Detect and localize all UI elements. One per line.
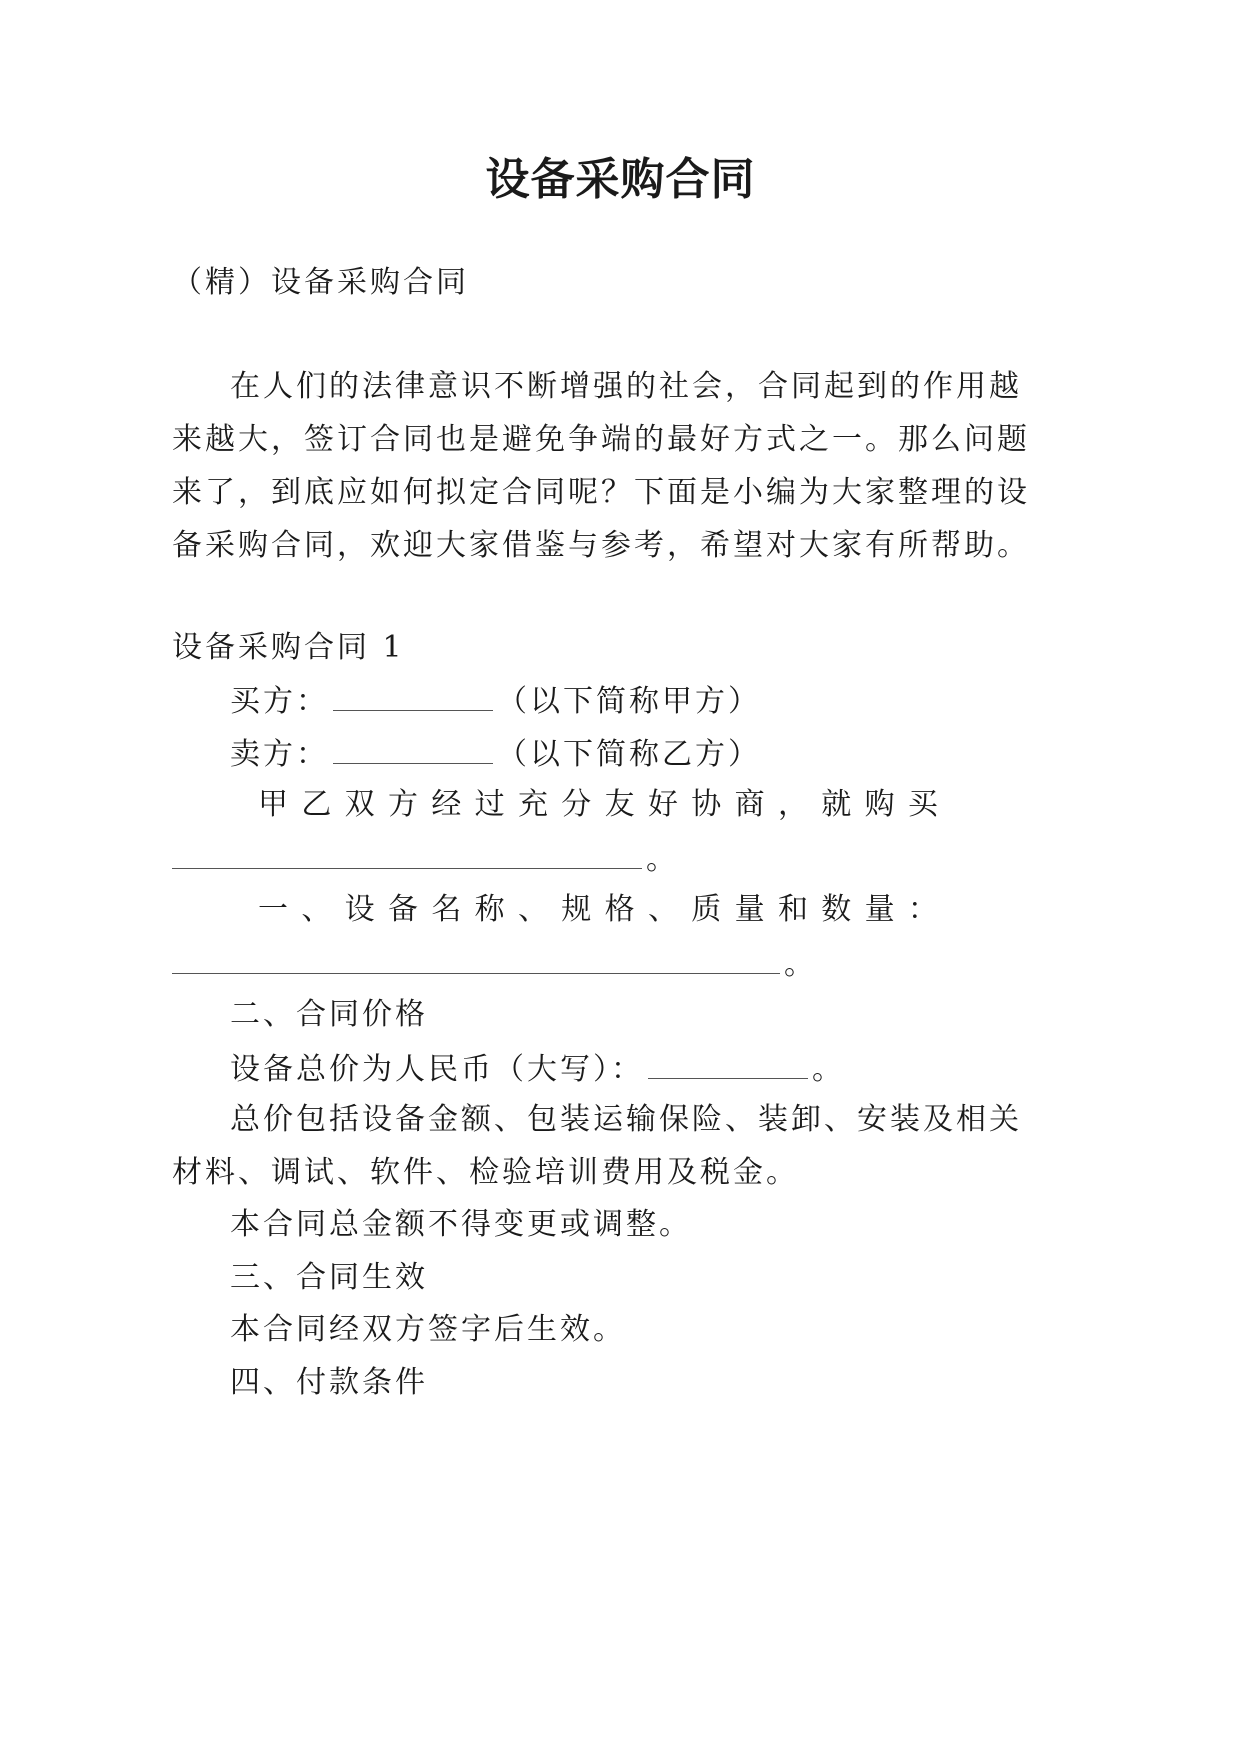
price-detail-line-1: 总价包括设备金额、包装运输保险、装卸、安装及相关 (230, 1102, 1022, 1137)
section1-end: 。 (784, 947, 817, 982)
consult-char: 过 (474, 787, 505, 822)
contract-heading: 设备采购合同 1 (172, 630, 405, 665)
intro-line-1: 在人们的法律意识不断增强的社会，合同起到的作用越 (230, 369, 1022, 404)
section1-char: 一 (258, 892, 288, 927)
section1-char: 数 (821, 892, 852, 927)
seller-label: 卖方： (230, 737, 329, 772)
intro-line-3: 来了，到底应如何拟定合同呢？下面是小编为大家整理的设 (172, 475, 1030, 510)
consult-char: 双 (344, 787, 375, 822)
consult-blank (172, 838, 642, 869)
section1-char: 格 (604, 892, 635, 927)
price-end: 。 (812, 1052, 845, 1087)
intro-line-4: 备采购合同，欢迎大家借鉴与参考，希望对大家有所帮助。 (172, 528, 1030, 563)
price-line (230, 1048, 845, 1090)
buyer-blank (333, 680, 493, 711)
section1-char: 量 (864, 892, 895, 927)
consult-char: ， (777, 787, 808, 822)
section1-char: 、 (301, 892, 332, 927)
seller-line (230, 733, 761, 775)
consult-continuation (172, 838, 679, 880)
section3-heading: 三、合同生效 (230, 1260, 428, 1295)
price-fixed-line: 本合同总金额不得变更或调整。 (230, 1207, 692, 1242)
consult-char: 友 (604, 787, 635, 822)
consult-char: 商 (734, 787, 765, 822)
consult-line (258, 785, 938, 825)
consult-char: 甲 (258, 787, 288, 822)
section1-char: 称 (474, 892, 505, 927)
consult-char: 分 (561, 787, 592, 822)
consult-char: 协 (691, 787, 722, 822)
document-title: 设备采购合同 (485, 154, 756, 205)
section1-char: ： (907, 892, 938, 927)
section1-heading (258, 890, 938, 930)
consult-char: 就 (821, 787, 852, 822)
section1-char: 备 (387, 892, 418, 927)
seller-suffix: （以下简称乙方） (497, 737, 761, 772)
consult-end: 。 (646, 842, 679, 877)
section1-char: 质 (691, 892, 722, 927)
section1-char: 名 (431, 892, 462, 927)
consult-char: 好 (647, 787, 678, 822)
price-label: 设备总价为人民币（大写）： (230, 1052, 644, 1087)
section1-continuation (172, 943, 817, 985)
document-subtitle: （精）设备采购合同 (172, 265, 469, 300)
consult-char: 乙 (301, 787, 332, 822)
effective-line: 本合同经双方签字后生效。 (230, 1312, 626, 1347)
buyer-suffix: （以下简称甲方） (497, 684, 761, 719)
consult-char: 充 (517, 787, 548, 822)
section2-heading: 二、合同价格 (230, 997, 428, 1032)
section1-blank (172, 943, 780, 974)
section4-heading: 四、付款条件 (230, 1365, 428, 1400)
section1-char: 和 (777, 892, 808, 927)
section1-char: 设 (344, 892, 375, 927)
seller-blank (333, 733, 493, 764)
section1-char: 、 (517, 892, 548, 927)
section1-char: 规 (561, 892, 592, 927)
consult-char: 方 (387, 787, 418, 822)
consult-char: 经 (431, 787, 462, 822)
consult-char: 买 (907, 787, 938, 822)
section1-char: 量 (734, 892, 765, 927)
intro-line-2: 来越大，签订合同也是避免争端的最好方式之一。那么问题 (172, 422, 1030, 457)
buyer-line (230, 680, 761, 722)
price-blank (648, 1048, 808, 1079)
buyer-label: 买方： (230, 684, 329, 719)
price-detail-line-2: 材料、调试、软件、检验培训费用及税金。 (172, 1155, 799, 1190)
consult-char: 购 (864, 787, 895, 822)
section1-char: 、 (647, 892, 678, 927)
